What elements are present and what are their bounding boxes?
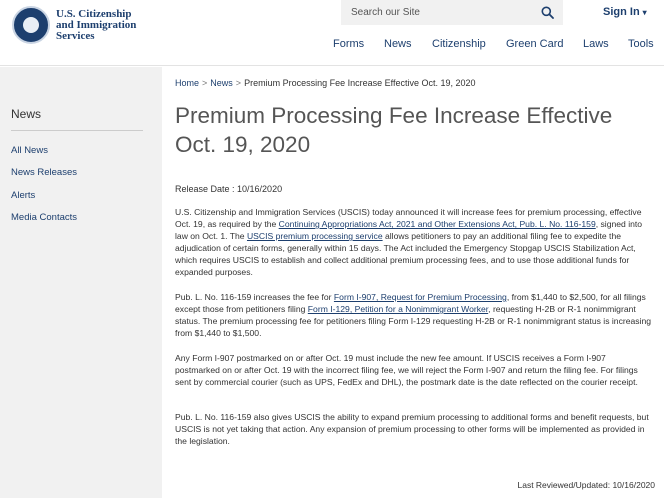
- logo-text: [56, 9, 136, 42]
- sidebar-item-media-contacts[interactable]: Media Contacts: [11, 212, 78, 223]
- logo-line-3: Services: [56, 29, 95, 42]
- continuing-appropriations-act-link[interactable]: Continuing Appropriations Act, 2021 and Other Extensions Act, Pub. L. No. 116-159: [278, 219, 596, 230]
- sidebar-item-alerts[interactable]: Alerts: [11, 190, 36, 201]
- premium-processing-service-link[interactable]: USCIS premium processing service: [246, 231, 383, 242]
- nav-laws[interactable]: Laws: [583, 38, 609, 50]
- nav-forms[interactable]: Forms: [333, 38, 365, 50]
- sign-in-button[interactable]: [603, 6, 647, 18]
- paragraph-text: , signed into law on Oct. 1. The: [175, 219, 643, 242]
- form-i-129-link[interactable]: Form I-129, Petition for a Nonimmigrant Worker: [307, 304, 489, 315]
- chevron-down-icon: ▾: [642, 7, 647, 17]
- breadcrumb-separator: >: [235, 78, 242, 88]
- article-paragraph-4: Pub. L. No. 116-159 also gives USCIS the ability to expand premium processing to additional forms and benefit requests, but USCIS is not yet taking that action. Any expansion of premium processing to other forms will be implemented as provided in the legislation.: [175, 412, 649, 447]
- sidebar: [0, 67, 162, 498]
- paragraph-text: U.S. Citizenship and Immigration Services (USCIS) today announced it will increase fees for premium processing, effective Oct. 19, as required by the: [175, 207, 642, 230]
- breadcrumb-current: Premium Processing Fee Increase Effective Oct. 19, 2020: [244, 78, 476, 88]
- nav-news[interactable]: News: [384, 38, 412, 50]
- sign-in-label: Sign In: [603, 6, 640, 18]
- breadcrumb: [175, 78, 476, 88]
- page-title: Premium Processing Fee Increase Effective Oct. 19, 2020: [175, 103, 613, 157]
- logo-line-2: and Immigration: [56, 18, 137, 31]
- form-i-907-link[interactable]: Form I-907, Request for Premium Processing: [333, 292, 507, 302]
- breadcrumb-news[interactable]: News: [210, 78, 233, 88]
- search-button[interactable]: [531, 0, 563, 25]
- nav-green-card[interactable]: Green Card: [506, 38, 564, 50]
- paragraph-text: , from $1,440 to $2,500, for all filings except those from petitioners filing: [175, 292, 646, 315]
- logo-line-1: U.S. Citizenship: [56, 7, 132, 20]
- release-date: Release Date : 10/16/2020: [175, 184, 283, 194]
- nav-tools[interactable]: Tools: [628, 38, 654, 50]
- sidebar-divider: [11, 130, 143, 131]
- last-reviewed: Last Reviewed/Updated: 10/16/2020: [517, 480, 655, 490]
- breadcrumb-separator: >: [202, 78, 208, 88]
- article-paragraph-1: [175, 206, 653, 279]
- search-bar: [341, 0, 563, 25]
- paragraph-text: Pub. L. No. 116-159 increases the fee for: [175, 292, 334, 302]
- sidebar-item-all-news[interactable]: All News: [11, 145, 48, 156]
- search-icon: [541, 6, 554, 19]
- nav-citizenship[interactable]: Citizenship: [432, 38, 486, 50]
- paragraph-text: , requesting H-2B or R-1 nonimmigrant status. The premium processing fee for petitioners filing Form I-129 requesting H-2B or R-1 nonimmigrant status is increasing from $1,440 to $1,500.: [175, 304, 652, 339]
- site-header: [0, 0, 664, 66]
- main-nav: [0, 38, 664, 54]
- article-paragraph-3: Any Form I-907 postmarked on or after Oct. 19 must include the new fee amount. If USCIS receives a Form I-907 postmarked on or after Oct. 19 with the incorrect filing fee, we will reject the Form I-907 and return the filing fee. For filings sent by commercial courier (such as UPS, FedEx and DHL), the postmark date is the date reflected on the courier receipt.: [175, 353, 638, 388]
- search-input[interactable]: [341, 0, 531, 25]
- article-paragraph-2: [175, 291, 653, 339]
- sidebar-title: News: [11, 107, 42, 121]
- sidebar-item-news-releases[interactable]: News Releases: [11, 167, 77, 178]
- breadcrumb-home[interactable]: Home: [175, 78, 200, 88]
- paragraph-text: allows petitioners to pay an additional filing fee to expedite the adjudication of certain forms, generally within 15 days. The Act included the Emergency Stopgap USCIS Stabilization Act, which requires USCIS to establish and collect additional premium processing fees, and to use those additional funds for expanded purposes.: [175, 231, 636, 278]
